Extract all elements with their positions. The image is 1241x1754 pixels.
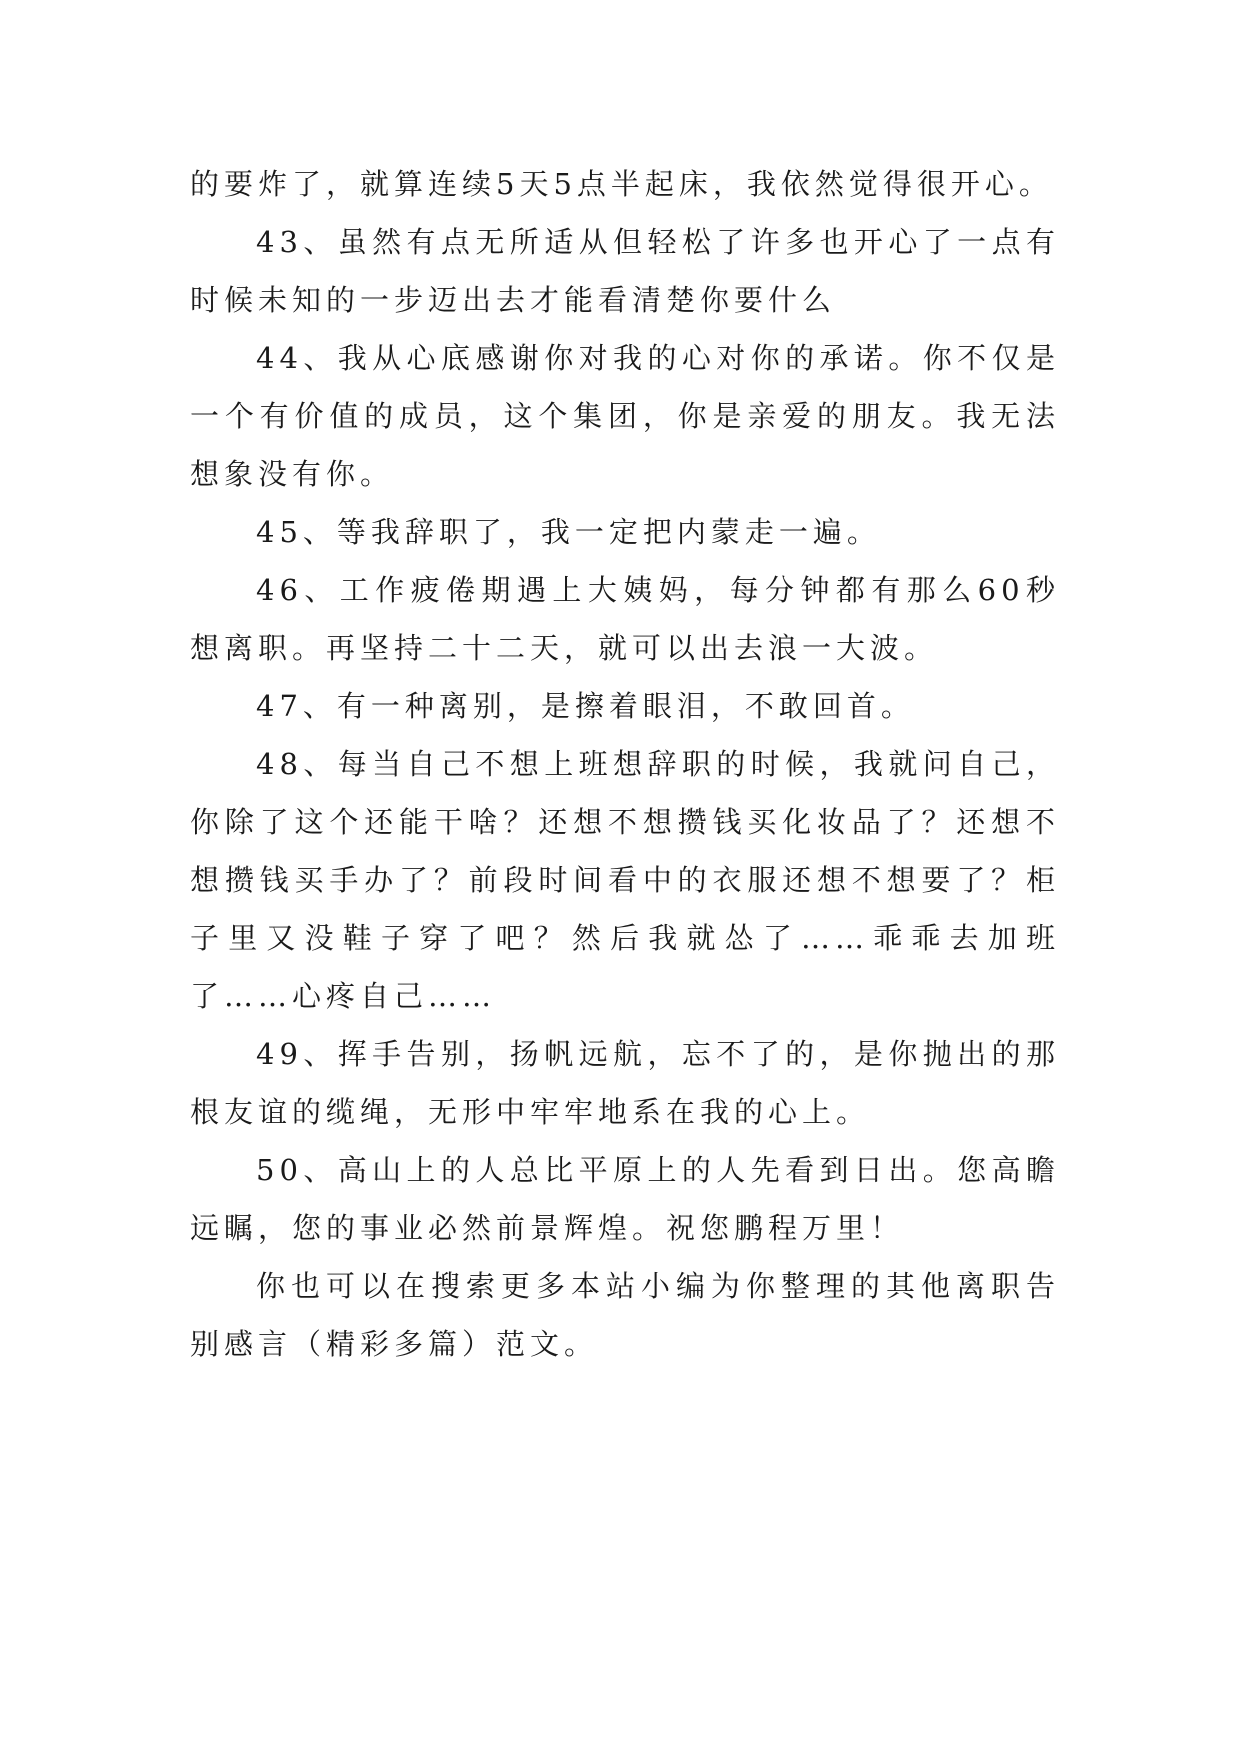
paragraph-47: 47、有一种离别，是擦着眼泪，不敢回首。 [256,689,915,723]
paragraph-50: 50、高山上的人总比平原上的人先看到日出。您高瞻远瞩，您的事业必然前景辉煌。祝您鹏程万里！ [190,1153,1060,1245]
paragraph-43: 43、虽然有点无所适从但轻松了许多也开心了一点有时候未知的一步迈出去才能看清楚你要什么 [190,225,1060,317]
paragraph-closing: 你也可以在搜索更多本站小编为你整理的其他离职告别感言（精彩多篇）范文。 [190,1269,1060,1361]
paragraph-49: 49、挥手告别，扬帆远航，忘不了的，是你抛出的那根友谊的缆绳，无形中牢牢地系在我的心上。 [190,1037,1060,1129]
paragraph-44: 44、我从心底感谢你对我的心对你的承诺。你不仅是一个有价值的成员，这个集团，你是亲爱的朋友。我无法想象没有你。 [190,341,1060,491]
paragraph-continuation: 的要炸了，就算连续5天5点半起床，我依然觉得很开心。 [190,167,1053,201]
paragraph-46: 46、工作疲倦期遇上大姨妈，每分钟都有那么60秒想离职。再坚持二十二天，就可以出去浪一大波。 [190,573,1060,665]
paragraph-45: 45、等我辞职了，我一定把内蒙走一遍。 [256,515,881,549]
document-body [190,155,1060,1373]
paragraph-48: 48、每当自己不想上班想辞职的时候，我就问自己，你除了这个还能干啥？还想不想攒钱买化妆品了？还想不想攒钱买手办了？前段时间看中的衣服还想不想要了？柜子里又没鞋子穿了吧？然后我就怂了……乖乖去加班了……心疼自己…… [190,747,1060,1013]
